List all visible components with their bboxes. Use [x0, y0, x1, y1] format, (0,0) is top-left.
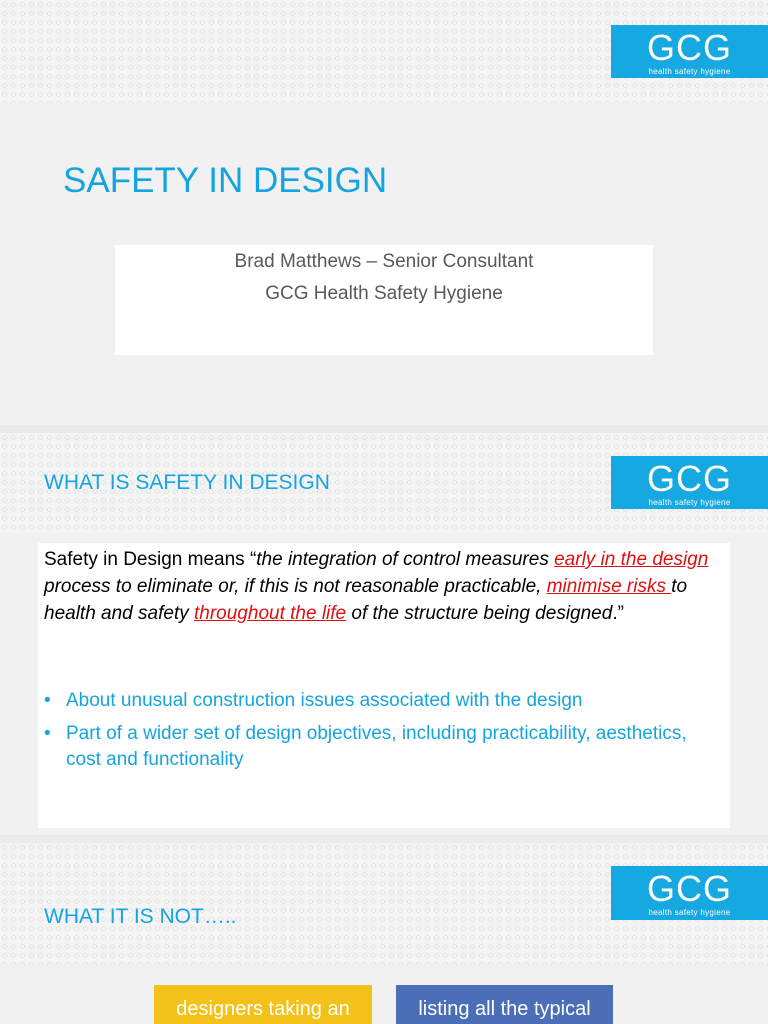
bullet-text: Part of a wider set of design objectives, including practicability, aesthetics, cost and functionality	[66, 723, 687, 770]
logo-tagline: health safety hygiene	[648, 498, 731, 507]
bullet-item	[44, 721, 724, 773]
definition-slide	[0, 433, 768, 835]
slide-title: WHAT IT IS NOT…..	[44, 905, 237, 928]
bullet-dot-icon: •	[44, 723, 51, 744]
presentation-title: SAFETY IN DESIGN	[63, 161, 388, 200]
definition-close: .”	[612, 603, 624, 624]
logo-tagline: health safety hygiene	[648, 67, 731, 76]
slide-title: WHAT IS SAFETY IN DESIGN	[44, 471, 330, 494]
highlight-throughout-life: throughout the life	[194, 603, 347, 624]
content-box	[38, 543, 730, 828]
definition-quote-b: process to eliminate or, if this is not reasonable practicable,	[44, 576, 547, 597]
logo-wordmark: GCG	[646, 27, 732, 68]
what-it-is-not-slide	[0, 843, 768, 1024]
gcg-logo	[611, 456, 768, 509]
yellow-item-box: designers taking an	[154, 985, 372, 1024]
logo-wordmark: GCG	[646, 458, 732, 499]
gcg-logo	[611, 25, 768, 78]
definition-intro: Safety in Design means “	[44, 549, 257, 570]
definition-quote-a: the integration of control measures	[256, 549, 555, 570]
definition-quote-d: of the structure being designed	[346, 603, 613, 624]
organisation-name: GCG Health Safety Hygiene	[265, 283, 503, 304]
blue-item-box: listing all the typical	[396, 985, 613, 1024]
gcg-logo	[611, 866, 768, 920]
title-slide	[0, 0, 768, 425]
definition-text	[44, 546, 724, 627]
bullet-text: About unusual construction issues associated with the design	[66, 690, 583, 711]
presenter-name: Brad Matthews – Senior Consultant	[234, 251, 534, 272]
definition-quote-c: to health and safety	[44, 576, 688, 624]
subtitle-box	[115, 245, 653, 355]
bullet-list	[44, 688, 724, 780]
bullet-dot-icon: •	[44, 690, 51, 711]
highlight-minimise-risks: minimise risks	[546, 576, 672, 597]
logo-wordmark: GCG	[646, 868, 732, 909]
highlight-early-in-design: early in the design	[554, 549, 709, 570]
logo-tagline: health safety hygiene	[648, 908, 731, 917]
bullet-item	[44, 688, 724, 714]
